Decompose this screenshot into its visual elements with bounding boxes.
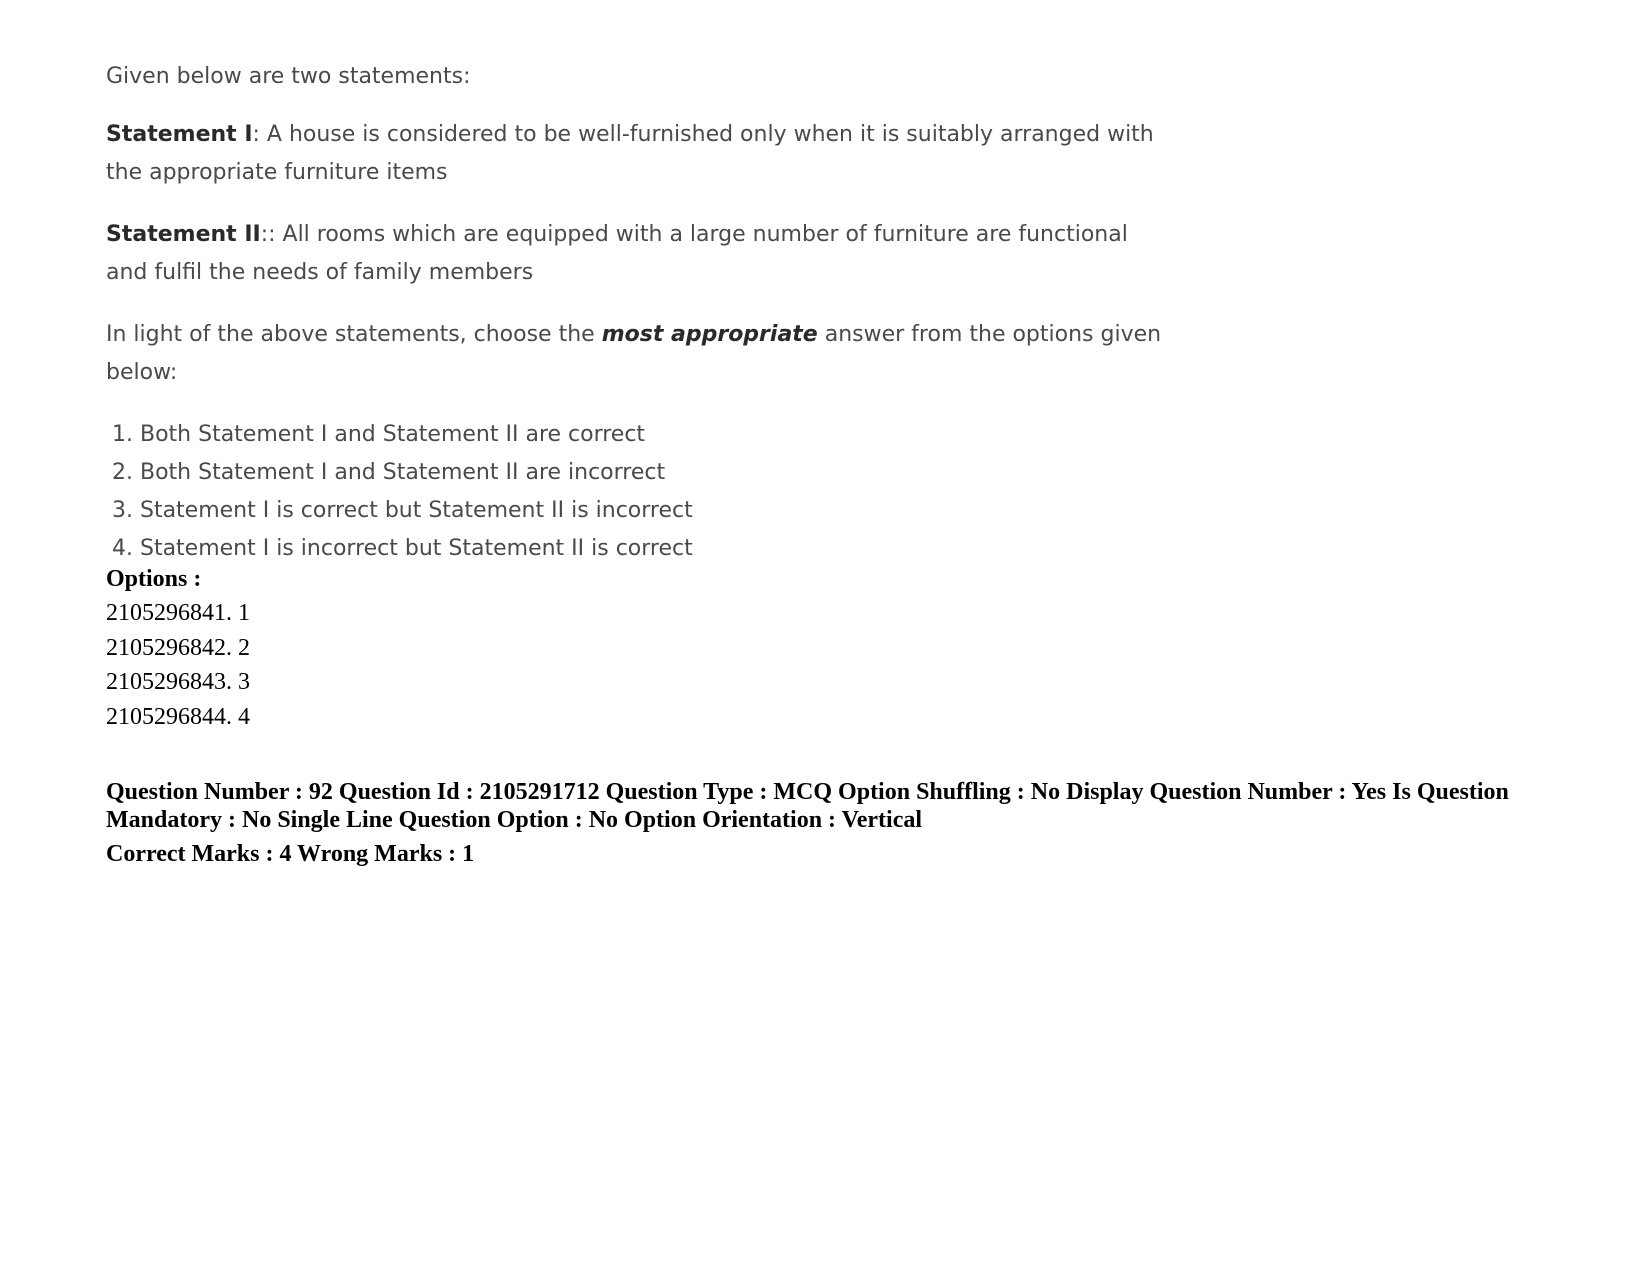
statement-one-text: : A house is considered to be well-furnished only when it is suitably arranged with the appropriate furniture items — [106, 122, 1154, 185]
question-prompt — [106, 316, 1166, 392]
choice-item: 3. Statement I is correct but Statement II is incorrect — [112, 498, 693, 523]
statement-two — [106, 216, 1166, 292]
question-metadata: Question Number : 92 Question Id : 2105291712 Question Type : MCQ Option Shuffling : No Display Question Number : Yes Is Question Mandatory : No Single Line Question Option : No Option Orientation : Vertical — [106, 779, 1509, 833]
option-item: 2105296842. 2 — [106, 634, 250, 661]
choice-item: 2. Both Statement I and Statement II are incorrect — [112, 460, 666, 485]
option-item: 2105296841. 1 — [106, 600, 250, 626]
choice-item: 1. Both Statement I and Statement II are correct — [112, 422, 646, 447]
statement-two-label: Statement II — [106, 222, 261, 247]
statement-two-text: :: All rooms which are equipped with a large number of furniture are functional and fulfil the needs of family members — [106, 222, 1128, 285]
question-image-text — [106, 58, 1166, 568]
choice-list — [106, 416, 1166, 568]
statement-one — [106, 116, 1166, 192]
question-intro: Given below are two statements: — [106, 64, 471, 89]
question-page — [106, 58, 1546, 868]
prompt-emphasis: most appropriate — [601, 322, 818, 347]
option-item: 2105296843. 3 — [106, 669, 250, 695]
prompt-after: answer from the options given below: — [106, 322, 1162, 385]
choice-item: 4. Statement I is incorrect but Statement II is correct — [112, 536, 693, 561]
options-heading: Options : — [106, 566, 202, 592]
statement-one-label: Statement I — [106, 122, 253, 147]
option-item: 2105296844. 4 — [106, 703, 250, 730]
prompt-before: In light of the above statements, choose the — [106, 322, 602, 347]
question-marks: Correct Marks : 4 Wrong Marks : 1 — [106, 841, 475, 867]
